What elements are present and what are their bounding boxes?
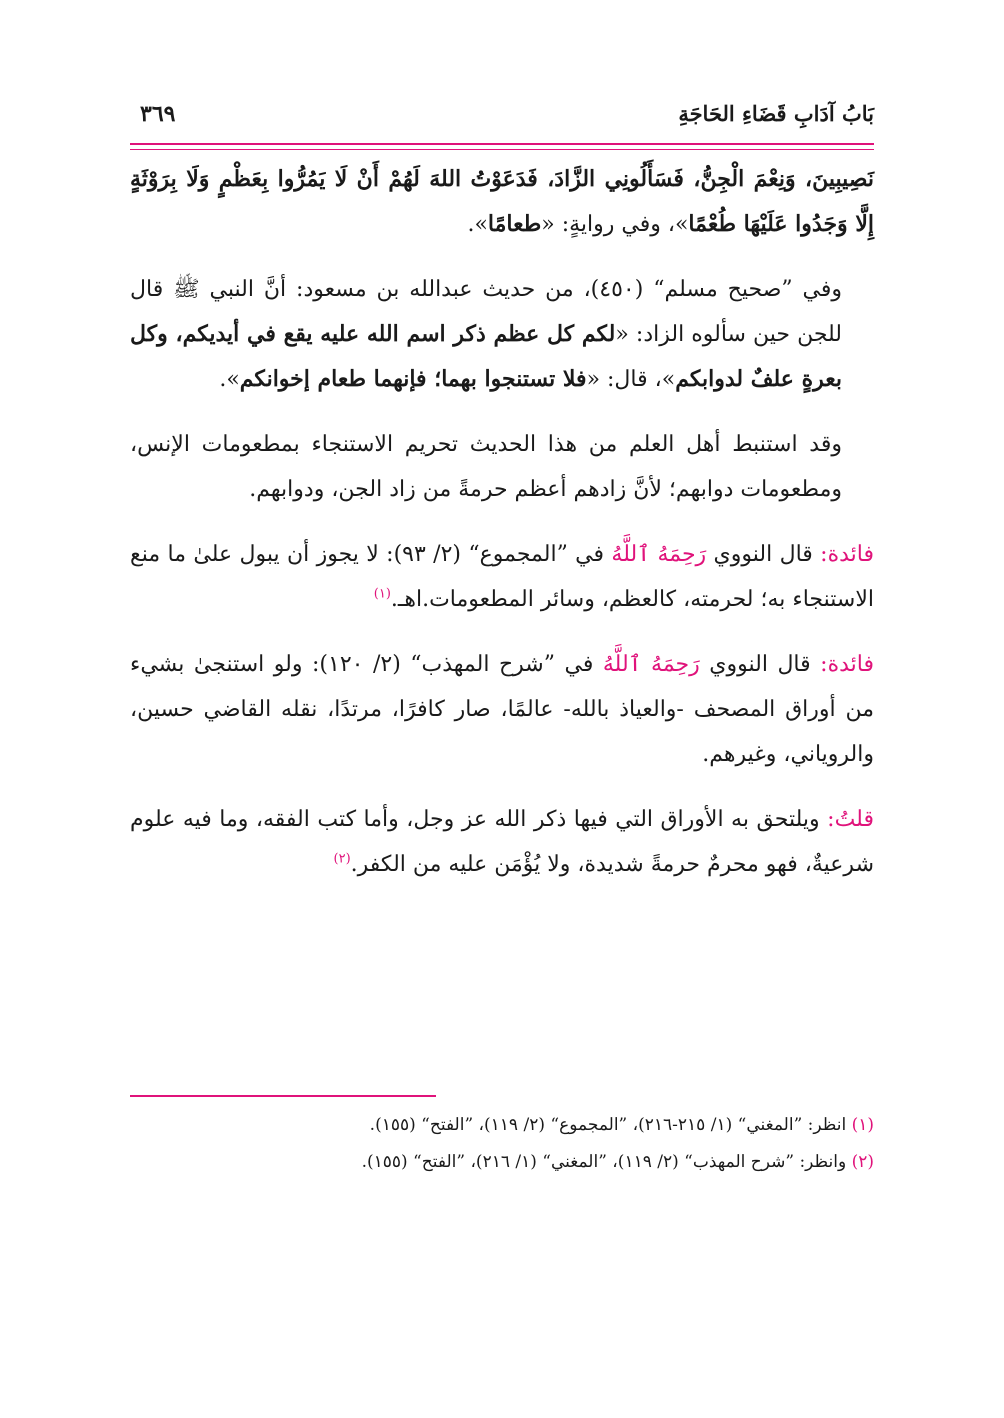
qultu-label: قلتُ:: [827, 807, 874, 832]
paragraph-faida-1: [130, 532, 874, 622]
paragraph-faida-2: [130, 642, 874, 777]
rahimahullah-glyph: رَحِمَهُ ٱللَّهُ: [611, 542, 707, 567]
footnote-separator: [130, 1095, 436, 1097]
paragraph-intro: وفي ”صحيح مسلم“ (٤٥٠)، من حديث عبدالله بن مسعود: أنَّ النبي ﷺ قال للجن حين سألوه الزاد: «: [130, 277, 843, 347]
closing-quote: ».: [467, 212, 488, 237]
paragraph-qultu: [130, 797, 874, 887]
footnote-ref: (١): [373, 586, 391, 602]
rahimahullah-glyph: رَحِمَهُ ٱللَّهُ: [602, 652, 700, 677]
footnote-ref: (٢): [333, 851, 351, 867]
footnote-1: [130, 1107, 874, 1144]
header-rule: [130, 143, 874, 145]
paragraph-mid: »، قال: «: [586, 367, 676, 392]
paragraph-text-b: في ”المجموع“ (٢/ ٩٣): لا يجوز أن يبول علىٰ ما منع الاستنجاء به؛ لحرمته، كالعظم، وسائر المطعومات.اهـ.: [130, 542, 874, 612]
paragraph-istinbat: [130, 422, 874, 512]
paragraph-hadith-continuation: [130, 157, 874, 247]
faida-label: فائدة:: [820, 652, 874, 677]
book-page: [130, 95, 874, 1395]
paragraph-text-a: قال النووي: [706, 542, 821, 567]
paragraph-text: وقد استنبط أهل العلم من هذا الحديث تحريم الاستنجاء بمطعومات الإنس، ومطعومات دوابهم؛ لأنَّ زادهم أعظم حرمةً من زاد الجن، ودوابهم.: [130, 432, 842, 502]
narration-note: »، وفي روايةٍ: «: [541, 212, 689, 237]
footnote-2: [130, 1144, 874, 1181]
closing-quote: ».: [219, 367, 240, 392]
page-body: [130, 157, 874, 907]
chapter-title: بَابُ آدَابِ قَضَاءِ الحَاجَةِ: [678, 101, 874, 126]
page-number: ٣٦٩: [140, 101, 176, 127]
page-header: [130, 95, 874, 145]
riwaya-text: طعامًا: [487, 211, 542, 237]
footnote-number: (١): [851, 1115, 874, 1135]
footnote-text: انظر: ”المغني“ (١/ ٢١٥-٢١٦)، ”المجموع“ (٢/ ١١٩)، ”الفتح“ (١٥٥).: [369, 1115, 852, 1135]
paragraph-sahih-muslim: [130, 267, 874, 402]
footnote-number: (٢): [851, 1152, 874, 1172]
footnote-text: وانظر: ”شرح المهذب“ (٢/ ١١٩)، ”المغني“ (١/ ٢١٦)، ”الفتح“ (١٥٥).: [361, 1152, 852, 1172]
footnotes: [130, 1107, 874, 1181]
hadith-text: نَصِيبِينَ، وَنِعْمَ الْجِنُّ، فَسَأَلُونِي الزَّادَ، فَدَعَوْتُ اللهَ لَهُمْ أَنْ لَا يَمُرُّوا بِعَظْمٍ وَلَا بِرَوْثَةٍ إِلَّا وَجَدُوا عَلَيْهَا طُعْمًا: [130, 166, 874, 237]
faida-label: فائدة:: [820, 542, 874, 567]
paragraph-text-a: قال النووي: [699, 652, 821, 677]
paragraph-text: ويلتحق به الأوراق التي فيها ذكر الله عز وجل، وأما كتب الفقه، وما فيه علوم شرعيةٌ، فهو محرمٌ حرمةً شديدة، ولا يُؤْمَن عليه من الكفر.: [130, 807, 874, 877]
header-rule-thin: [130, 149, 874, 150]
paragraph-text-b: في ”شرح المهذب“ (٢/ ١٢٠): ولو استنجىٰ بشيء من أوراق المصحف -والعياذ بالله- عالمًا، صار كافرًا، مرتدًا، نقله القاضي حسين، والروياني، وغيرهم.: [130, 652, 874, 767]
hadith-text-1: لكم كل عظم ذكر اسم الله عليه يقع في أيديكم، وكل بعرةٍ علفٌ لدوابكم: [130, 321, 842, 392]
hadith-text-2: فلا تستنجوا بهما؛ فإنهما طعام إخوانكم: [239, 366, 587, 392]
